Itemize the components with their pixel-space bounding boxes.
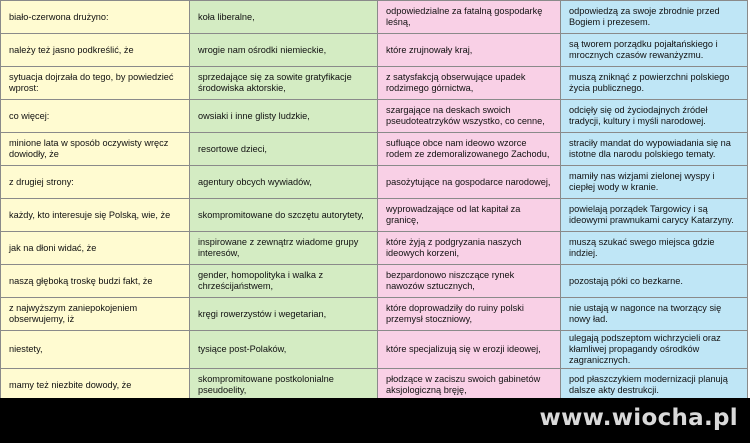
table-cell-subject-phrase: agentury obcych wywiadów, xyxy=(190,166,378,199)
table-row xyxy=(1,369,748,399)
table-cell-subject-phrase: sprzedające się za sowite gratyfikacje środowiska aktorskie, xyxy=(190,67,378,100)
table-cell-conclusion-phrase: odcięły się od życiodajnych źródeł tradycji, kultury i myśli narodowej. xyxy=(561,100,748,133)
table-row xyxy=(1,331,748,369)
table-cell-opening-phrase: niestety, xyxy=(1,331,190,369)
table-row xyxy=(1,1,748,34)
table-cell-action-phrase: wyprowadzające od lat kapitał za granicę, xyxy=(378,199,561,232)
table-cell-action-phrase: które żyją z podgryzania naszych ideowych korzeni, xyxy=(378,232,561,265)
table-cell-subject-phrase: owsiaki i inne glisty ludzkie, xyxy=(190,100,378,133)
table-row xyxy=(1,133,748,166)
table-cell-opening-phrase: biało-czerwona drużyno: xyxy=(1,1,190,34)
table-cell-conclusion-phrase: muszą szukać swego miejsca gdzie indziej. xyxy=(561,232,748,265)
watermark-text: www.wiocha.pl xyxy=(539,405,738,431)
table-cell-action-phrase: płodzące w zaciszu swoich gabinetów aksjologiczną bręję, xyxy=(378,369,561,399)
table-cell-opening-phrase: co więcej: xyxy=(1,100,190,133)
table-cell-conclusion-phrase: odpowiedzą za swoje zbrodnie przed Bogiem i prezesem. xyxy=(561,1,748,34)
table-cell-subject-phrase: skompromitowane postkolonialne pseudoelity, xyxy=(190,369,378,399)
table-cell-action-phrase: odpowiedzialne za fatalną gospodarkę leśną, xyxy=(378,1,561,34)
table-cell-action-phrase: pasożytujące na gospodarce narodowej, xyxy=(378,166,561,199)
table-cell-conclusion-phrase: straciły mandat do wypowiadania się na istotne dla narodu polskiego tematy. xyxy=(561,133,748,166)
table-cell-conclusion-phrase: nie ustają w nagonce na tworzący się nowy ład. xyxy=(561,298,748,331)
table-cell-opening-phrase: sytuacja dojrzała do tego, by powiedzieć wprost: xyxy=(1,67,190,100)
table-cell-action-phrase: sufluące obce nam ideowo wzorce rodem ze zdemoralizowanego Zachodu, xyxy=(378,133,561,166)
table-cell-action-phrase: szargające na deskach swoich pseudoteatrzyków wszystko, co cenne, xyxy=(378,100,561,133)
table-cell-opening-phrase: z drugiej strony: xyxy=(1,166,190,199)
table-cell-conclusion-phrase: pod płaszczykiem modernizacji planują dalsze akty destrukcji. xyxy=(561,369,748,399)
table-row xyxy=(1,166,748,199)
table-cell-conclusion-phrase: są tworem porządku pojałtańskiego i mrocznych czasów rewanżyzmu. xyxy=(561,34,748,67)
table-cell-opening-phrase: minione lata w sposób oczywisty wręcz dowiodły, że xyxy=(1,133,190,166)
table-cell-opening-phrase: naszą głęboką troskę budzi fakt, że xyxy=(1,265,190,298)
table-cell-subject-phrase: skompromitowane do szczętu autorytety, xyxy=(190,199,378,232)
table-cell-conclusion-phrase: muszą zniknąć z powierzchni polskiego życia publicznego. xyxy=(561,67,748,100)
table-cell-subject-phrase: wrogie nam ośrodki niemieckie, xyxy=(190,34,378,67)
table-row xyxy=(1,34,748,67)
table-cell-conclusion-phrase: powielają porządek Targowicy i są ideowymi prawnukami carycy Katarzyny. xyxy=(561,199,748,232)
table-cell-subject-phrase: resortowe dzieci, xyxy=(190,133,378,166)
table-cell-conclusion-phrase: pozostają póki co bezkarne. xyxy=(561,265,748,298)
table-cell-subject-phrase: gender, homopolityka i walka z chrześcijaństwem, xyxy=(190,265,378,298)
table-cell-opening-phrase: mamy też niezbite dowody, że xyxy=(1,369,190,399)
table-cell-action-phrase: z satysfakcją obserwujące upadek rodzimego górnictwa, xyxy=(378,67,561,100)
table-row xyxy=(1,67,748,100)
table-cell-conclusion-phrase: mamiły nas wizjami zielonej wyspy i ciepłej wody w kranie. xyxy=(561,166,748,199)
table-cell-conclusion-phrase: ulegają podszeptom wichrzycieli oraz kłamliwej propagandy ośrodków zagranicznych. xyxy=(561,331,748,369)
table-cell-opening-phrase: jak na dłoni widać, że xyxy=(1,232,190,265)
table-cell-action-phrase: bezpardonowo niszczące rynek nawozów sztucznych, xyxy=(378,265,561,298)
table-cell-subject-phrase: koła liberalne, xyxy=(190,1,378,34)
table-row xyxy=(1,298,748,331)
table-cell-opening-phrase: każdy, kto interesuje się Polską, wie, że xyxy=(1,199,190,232)
table-cell-subject-phrase: kręgi rowerzystów i wegetarian, xyxy=(190,298,378,331)
table-cell-opening-phrase: należy też jasno podkreślić, że xyxy=(1,34,190,67)
table-row xyxy=(1,100,748,133)
table-cell-subject-phrase: tysiące post-Polaków, xyxy=(190,331,378,369)
table-row xyxy=(1,199,748,232)
table-cell-action-phrase: które doprowadziły do ruiny polski przemysł stoczniowy, xyxy=(378,298,561,331)
table-cell-action-phrase: które specjalizują się w erozji ideowej, xyxy=(378,331,561,369)
table-cell-action-phrase: które zrujnowały kraj, xyxy=(378,34,561,67)
table-row xyxy=(1,265,748,298)
table-cell-subject-phrase: inspirowane z zewnątrz wiadome grupy interesów, xyxy=(190,232,378,265)
phrase-table-body xyxy=(1,1,748,399)
table-row xyxy=(1,232,748,265)
table-cell-opening-phrase: z najwyższym zaniepokojeniem obserwujemy, iż xyxy=(1,298,190,331)
